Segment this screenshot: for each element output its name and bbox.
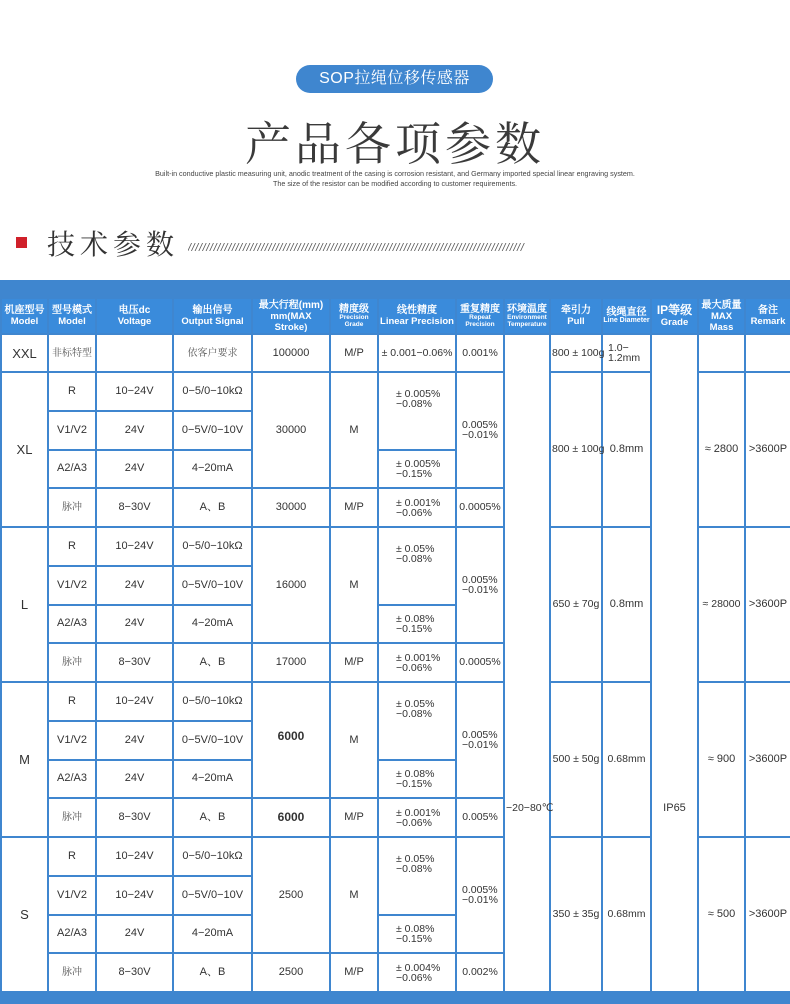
cell-mode: 脉冲 [48,488,96,527]
header-ip-grade: IP等级 Grade [651,298,698,334]
cell-grade: M/P [330,798,378,837]
cell-output: 0−5V/0−10V [173,566,252,605]
cell-grade: M [330,682,378,798]
cell-output: 4−20mA [173,605,252,644]
cell-linear: ± 0.05% −0.08% [378,682,456,760]
decorative-dash-line: //////////////////////////////////////////////////////////////////////////////////////////// [188,242,525,254]
cell-mass: ≈ 2800 [698,372,745,527]
header-pull: 牵引力 Pull [550,298,602,334]
cell-linear: ± 0.005% −0.15% [378,450,456,489]
cell-pull: 500 ± 50g [550,682,602,837]
cell-output: 0−5/0−10kΩ [173,372,252,411]
subtitle-line-1: Built-in conductive plastic measuring unit, anodic treatment of the casing is corrosion resistant, and Germany imported special linear engraving system. [155,169,635,178]
cell-mode: V1/V2 [48,566,96,605]
cell-output: 0−5V/0−10V [173,876,252,915]
cell-model: XL [1,372,48,527]
header-linear-precision: 线性精度 Linear Precision [378,298,456,334]
table-row-xxl [1,334,790,372]
cell-stroke: 2500 [252,837,330,953]
cell-linear: ± 0.001% −0.06% [378,488,456,527]
cell-voltage: 10−24V [96,682,173,721]
cell-stroke: 30000 [252,372,330,488]
header-precision-grade: 精度级 Precision Grade [330,298,378,334]
page-title: 产品各项参数 [245,117,545,171]
header-repeat-precision: 重复精度 Repeat Precision [456,298,504,334]
cell-mass: ≈ 900 [698,682,745,837]
cell-mode: 脉冲 [48,953,96,992]
cell-voltage: 10−24V [96,372,173,411]
cell-mode: R [48,527,96,566]
spec-table [0,297,790,993]
cell-pull: 650 ± 70g [550,527,602,682]
table-header-row [1,298,790,334]
header-voltage: 电压dc Voltage [96,298,173,334]
cell-mass: ≈ 500 [698,837,745,992]
subtitle-line-2: The size of the resistor can be modified according to customer requirements. [272,178,518,188]
cell-repeat: 0.005% [456,798,504,837]
cell-voltage: 24V [96,450,173,489]
product-name-badge: SOP拉绳位移传感器 [296,65,493,93]
cell-mode: V1/V2 [48,411,96,450]
cell-pull: 350 ± 35g [550,837,602,992]
header-output-signal: 输出信号 Output Signal [173,298,252,334]
cell-mode: R [48,682,96,721]
cell-linear: ± 0.001% −0.06% [378,643,456,682]
cell-linear: ± 0.05% −0.08% [378,837,456,915]
cell-repeat: 0.005% −0.01% [456,372,504,488]
cell-remark [745,334,790,372]
cell-remark: >3600P [745,837,790,992]
cell-voltage: 24V [96,915,173,954]
header-base-model: 机座型号 Model [1,298,48,334]
cell-model: S [1,837,48,992]
cell-voltage: 10−24V [96,876,173,915]
cell-voltage: 24V [96,605,173,644]
cell-ip-grade: IP65 [651,334,698,992]
cell-model: L [1,527,48,682]
cell-mode: V1/V2 [48,876,96,915]
cell-remark: >3600P [745,527,790,682]
header-environment-temperature: 环境温度 Environment Temperature [504,298,550,334]
cell-voltage: 8−30V [96,798,173,837]
cell-mode: 脉冲 [48,643,96,682]
section-header [16,222,790,262]
cell-mode: A2/A3 [48,915,96,954]
page-subtitle [0,169,790,188]
cell-pull: 800 ± 100g [550,334,602,372]
cell-linear: ± 0.001% −0.06% [378,798,456,837]
cell-grade: M/P [330,643,378,682]
cell-repeat: 0.005% −0.01% [456,527,504,643]
cell-voltage: 10−24V [96,837,173,876]
cell-voltage: 24V [96,566,173,605]
cell-stroke: 16000 [252,527,330,643]
cell-model: M [1,682,48,837]
cell-mode: A2/A3 [48,760,96,799]
cell-repeat: 0.005% −0.01% [456,837,504,953]
cell-stroke: 17000 [252,643,330,682]
cell-temperature: −20−80℃ [504,334,550,992]
cell-linear: ± 0.08% −0.15% [378,760,456,799]
footer-bar [0,991,790,1004]
cell-output: 0−5/0−10kΩ [173,527,252,566]
cell-output: 4−20mA [173,760,252,799]
cell-output: 4−20mA [173,915,252,954]
cell-voltage: 24V [96,721,173,760]
cell-stroke: 2500 [252,953,330,992]
cell-grade: M [330,837,378,953]
cell-mode: A2/A3 [48,605,96,644]
cell-mode: 脉冲 [48,798,96,837]
cell-remark: >3600P [745,372,790,527]
cell-diameter: 1.0− 1.2mm [602,334,651,372]
cell-stroke: 100000 [252,334,330,372]
cell-voltage: 8−30V [96,953,173,992]
cell-voltage [96,334,173,372]
cell-repeat: 0.001% [456,334,504,372]
cell-output: A、B [173,953,252,992]
cell-repeat: 0.0005% [456,643,504,682]
cell-pull: 800 ± 100g [550,372,602,527]
red-square-icon [16,237,27,248]
cell-voltage: 24V [96,760,173,799]
cell-grade: M/P [330,953,378,992]
cell-repeat: 0.0005% [456,488,504,527]
cell-stroke: 6000 [252,798,330,837]
cell-mass [698,334,745,372]
cell-linear: ± 0.05% −0.08% [378,527,456,605]
cell-linear: ± 0.004% −0.06% [378,953,456,992]
cell-linear: ± 0.08% −0.15% [378,605,456,644]
cell-output: 0−5/0−10kΩ [173,837,252,876]
header-max-stroke: 最大行程(mm) mm(MAX Stroke) [252,298,330,334]
cell-mode: R [48,372,96,411]
cell-voltage: 24V [96,411,173,450]
cell-linear: ± 0.001−0.06% [378,334,456,372]
cell-output: 0−5/0−10kΩ [173,682,252,721]
header-mode: 型号模式 Model [48,298,96,334]
cell-voltage: 8−30V [96,488,173,527]
cell-output: 0−5V/0−10V [173,721,252,760]
cell-grade: M [330,527,378,643]
cell-repeat: 0.005% −0.01% [456,682,504,798]
header-line-diameter: 线绳直径 Line Diameter [602,298,651,334]
cell-output: A、B [173,488,252,527]
header-max-mass: 最大质量 MAX Mass [698,298,745,334]
cell-voltage: 8−30V [96,643,173,682]
cell-output: 4−20mA [173,450,252,489]
cell-mode: A2/A3 [48,450,96,489]
cell-output: 依客户要求 [173,334,252,372]
cell-grade: M/P [330,488,378,527]
cell-mass: ≈ 28000 [698,527,745,682]
cell-mode: V1/V2 [48,721,96,760]
section-title: 技术参数 [47,228,180,261]
cell-diameter: 0.8mm [602,372,651,527]
cell-diameter: 0.8mm [602,527,651,682]
cell-grade: M/P [330,334,378,372]
cell-repeat: 0.002% [456,953,504,992]
cell-output: A、B [173,798,252,837]
cell-output: 0−5V/0−10V [173,411,252,450]
cell-grade: M [330,372,378,488]
cell-stroke: 6000 [252,682,330,798]
cell-linear: ± 0.08% −0.15% [378,915,456,954]
cell-voltage: 10−24V [96,527,173,566]
cell-diameter: 0.68mm [602,837,651,992]
cell-stroke: 30000 [252,488,330,527]
cell-model: XXL [1,334,48,372]
header-remark: 备注 Remark [745,298,790,334]
cell-mode: R [48,837,96,876]
cell-mode: 非标特型 [48,334,96,372]
spec-table-container [0,280,790,1004]
cell-diameter: 0.68mm [602,682,651,837]
cell-linear: ± 0.005% −0.08% [378,372,456,450]
cell-output: A、B [173,643,252,682]
cell-remark: >3600P [745,682,790,837]
